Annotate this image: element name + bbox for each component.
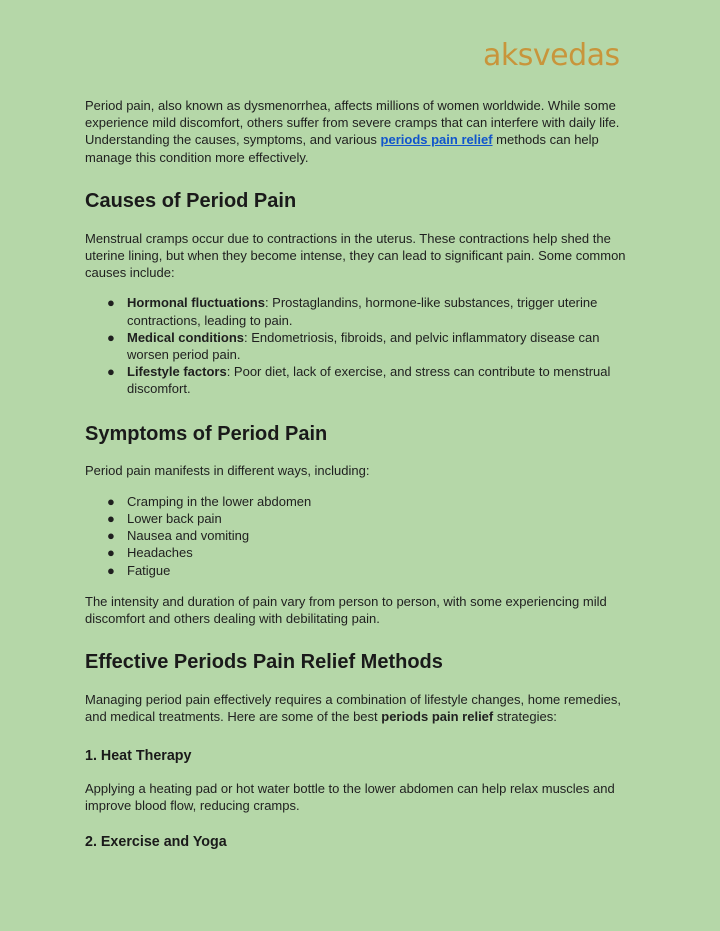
heat-therapy-heading: 1. Heat Therapy: [85, 747, 192, 764]
relief-heading: Effective Periods Pain Relief Methods: [85, 651, 443, 674]
list-item: [85, 527, 635, 544]
list-item: [85, 329, 635, 363]
bullet-icon: ●: [107, 528, 115, 544]
bullet-icon: ●: [107, 295, 115, 311]
periods-pain-relief-link[interactable]: periods pain relief: [380, 132, 493, 148]
cause-term: Hormonal fluctuations: [127, 295, 265, 311]
intro-text-start: Period pain, also known as dysmenorrhea, affects millions of women worldwide. While some experience mild discomfort, others suffer from severe cramps that can interfere with daily life. Understanding the causes, symptoms, and various: [85, 98, 620, 148]
list-item: [85, 294, 635, 328]
symptoms-heading: Symptoms of Period Pain: [85, 422, 328, 445]
list-item: [85, 510, 635, 527]
cause-term: Medical conditions: [127, 329, 245, 345]
bullet-icon: ●: [107, 562, 115, 578]
relief-text-start: Managing period pain effectively requires a combination of lifestyle changes, home remedies, and medical treatments. Here are some of the best: [85, 692, 621, 725]
cause-desc: : Poor diet, lack of exercise, and stress can contribute to menstrual discomfort.: [127, 364, 611, 397]
symptoms-paragraph: Period pain manifests in different ways, including:: [85, 462, 370, 478]
aksvedas-logo: aksvedas: [483, 38, 620, 73]
list-item: [85, 562, 635, 579]
causes-list: [85, 294, 635, 397]
article-body: [85, 97, 635, 851]
symptom-text: Headaches: [127, 545, 193, 561]
bullet-icon: ●: [107, 493, 115, 509]
causes-heading: Causes of Period Pain: [85, 189, 297, 212]
intro-paragraph: [85, 97, 635, 166]
list-item: [85, 544, 635, 561]
cause-term: Lifestyle factors: [127, 364, 227, 380]
bullet-icon: ●: [107, 329, 115, 345]
cause-desc: : Endometriosis, fibroids, and pelvic inflammatory disease can worsen period pain.: [127, 329, 600, 363]
bullet-icon: ●: [107, 545, 115, 561]
causes-paragraph: Menstrual cramps occur due to contractions in the uterus. These contractions help shed the uterine lining, but when they become intense, they can lead to significant pain. Some common causes include:: [85, 230, 626, 281]
cause-desc: : Prostaglandins, hormone-like substances, trigger uterine contractions, leading to pain.: [127, 295, 598, 328]
symptoms-outro-paragraph: The intensity and duration of pain vary from person to person, with some experiencing mild discomfort and others dealing with debilitating pain.: [85, 593, 607, 627]
symptom-text: Fatigue: [127, 562, 171, 578]
symptom-text: Cramping in the lower abdomen: [127, 493, 312, 509]
exercise-yoga-heading: 2. Exercise and Yoga: [85, 834, 227, 851]
bullet-icon: ●: [107, 511, 115, 527]
intro-text-end: methods can help manage this condition more effectively.: [85, 132, 599, 165]
relief-text-end: strategies:: [493, 709, 557, 725]
heat-therapy-paragraph: Applying a heating pad or hot water bottle to the lower abdomen can help relax muscles and improve blood flow, reducing cramps.: [85, 780, 615, 813]
relief-bold-phrase: periods pain relief: [381, 709, 494, 725]
list-item: [85, 493, 635, 510]
symptom-text: Nausea and vomiting: [127, 528, 250, 544]
symptoms-list: [85, 493, 635, 579]
symptom-text: Lower back pain: [127, 511, 222, 527]
bullet-icon: ●: [107, 364, 115, 380]
list-item: [85, 363, 635, 397]
relief-paragraph: [85, 691, 635, 725]
